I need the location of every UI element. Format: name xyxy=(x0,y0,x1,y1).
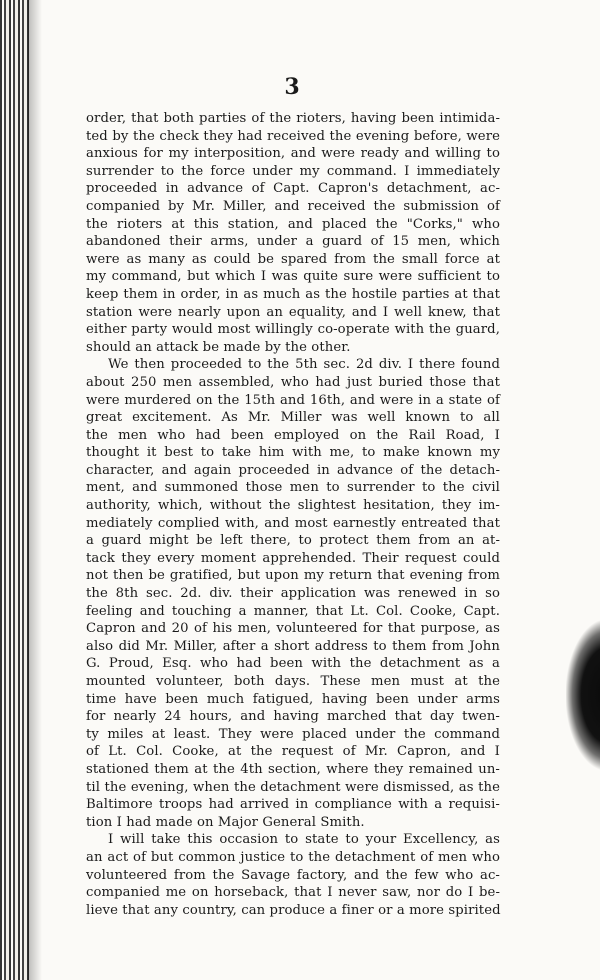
paragraph-start-line: I will take this occasion to state to your Excellency, as xyxy=(108,832,500,848)
text-line: ty miles at least. They were placed under the command xyxy=(86,726,500,742)
text-line: volunteered from the Savage factory, and the few who ac- xyxy=(86,867,500,883)
text-line: ment, and summoned those men to surrender to the civil xyxy=(86,480,500,496)
text-line: Baltimore troops had arrived in compliance with a requisi- xyxy=(86,797,500,813)
paragraph-start-line: We then proceeded to the 5th sec. 2d div. I there found xyxy=(108,357,500,373)
text-line: great excitement. As Mr. Miller was well known to all xyxy=(86,410,500,426)
text-line: were as many as could be spared from the small force at xyxy=(86,251,500,267)
text-line: ted by the check they had received the evening before, were xyxy=(86,128,500,144)
text-line: the men who had been employed on the Rail Road, I xyxy=(86,427,500,443)
text-line: not then be gratified, but upon my return that evening from xyxy=(86,568,500,584)
text-line: my command, but which I was quite sure were sufficient to xyxy=(86,269,500,285)
text-line: feeling and touching a manner, that Lt. Col. Cooke, Capt. xyxy=(86,603,500,619)
text-line: a guard might be left there, to protect them from an at- xyxy=(86,533,500,549)
text-line: order, that both parties of the rioters, having been intimida- xyxy=(86,111,500,126)
text-line: also did Mr. Miller, after a short address to them from John xyxy=(86,638,500,654)
text-line: mounted volunteer, both days. These men must at the xyxy=(86,674,500,689)
text-line: about 250 men assembled, who had just buried those that xyxy=(86,374,500,390)
text-line: the 8th sec. 2d. div. their application was renewed in so xyxy=(86,586,500,602)
text-line: station were nearly upon an equality, and I well knew, that xyxy=(86,304,500,320)
text-line: were murdered on the 15th and 16th, and were in a state of xyxy=(86,392,500,408)
text-line: companied by Mr. Miller, and received the submission of xyxy=(86,198,500,214)
text-line: companied me on horseback, that I never saw, nor do I be- xyxy=(86,885,500,901)
text-line: proceeded in advance of Capt. Capron's detachment, ac- xyxy=(86,181,500,197)
ink-blot xyxy=(566,620,600,770)
text-line: til the evening, when the detachment were dismissed, as the xyxy=(86,779,500,795)
text-line: surrender to the force under my command. I immediately xyxy=(86,163,500,179)
book-binding-edge xyxy=(0,0,30,980)
text-line: authority, which, without the slightest hesitation, they im- xyxy=(86,498,500,514)
body-text xyxy=(86,110,500,919)
text-line: character, and again proceeded in advance of the detach- xyxy=(86,462,500,478)
text-line: anxious for my interposition, and were ready and willing to xyxy=(86,146,500,162)
text-line: abandoned their arms, under a guard of 15 men, which xyxy=(86,234,500,250)
text-line: tack they every moment apprehended. Their request could xyxy=(86,550,500,566)
text-line: the rioters at this station, and placed the "Corks," who xyxy=(86,216,500,232)
page-number: 3 xyxy=(284,74,300,100)
text-line: keep them in order, in as much as the hostile parties at that xyxy=(86,286,500,302)
text-line: of Lt. Col. Cooke, at the request of Mr. Capron, and I xyxy=(86,744,500,760)
text-line: G. Proud, Esq. who had been with the detachment as a xyxy=(86,656,500,672)
text-line: time have been much fatigued, having been under arms xyxy=(86,691,500,707)
text-line: for nearly 24 hours, and having marched that day twen- xyxy=(86,709,500,725)
text-line: either party would most willingly co-operate with the guard, xyxy=(86,322,500,338)
text-line: stationed them at the 4th section, where they remained un- xyxy=(86,761,500,777)
text-line: Capron and 20 of his men, volunteered for that purpose, as xyxy=(86,621,500,637)
text-line: mediately complied with, and most earnestly entreated that xyxy=(86,515,500,531)
text-line: should an attack be made by the other. xyxy=(86,339,351,355)
text-line: tion I had made on Major General Smith. xyxy=(86,814,365,830)
text-line: an act of but common justice to the detachment of men who xyxy=(86,849,500,865)
gutter-shadow xyxy=(28,0,42,980)
text-line: thought it best to take him with me, to make known my xyxy=(86,445,500,461)
text-line: lieve that any country, can produce a finer or a more spirited xyxy=(86,902,501,918)
